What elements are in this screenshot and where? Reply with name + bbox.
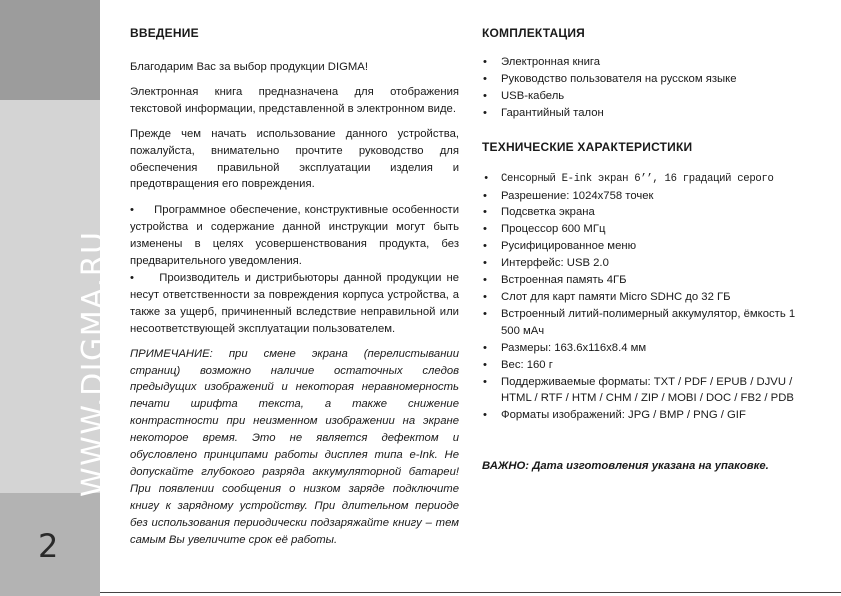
list-item: • Поддерживаемые форматы: TXT / PDF / EPUB / DJVU / HTML / RTF / HTM / CHM / ZIP / MOBI / DOC / FB2 / PDB [482,374,817,408]
list-item: • Форматы изображений: JPG / BMP / PNG / GIF [482,407,817,424]
list-item: • Встроенный литий-полимерный аккумулятор, ёмкость 1 500 мАч [482,306,817,340]
intro-title: ВВЕДЕНИЕ [130,26,199,40]
specs-list [482,171,817,425]
list-item: • USB-кабель [482,88,817,105]
specs-title: ТЕХНИЧЕСКИЕ ХАРАКТЕРИСТИКИ [482,139,693,154]
intro-paragraph: Благодарим Вас за выбор продукции DIGMA! [130,61,368,73]
kit-list [482,54,817,122]
intro-column [130,24,459,556]
sidebar [0,0,111,596]
list-item: • Слот для карт памяти Micro SDHC до 32 ГБ [482,289,817,306]
page-number: 2 [38,527,59,565]
specs-column [482,24,817,483]
intro-bullet: • Программное обеспечение, конструктивные особенности устройства и содержание данной инструкции могут быть изменены в целях усовершенствования продукта, без предварительного уведомления. [130,202,459,270]
list-item: • Русифицированное меню [482,238,817,255]
list-item: • Интерфейс: USB 2.0 [482,255,817,272]
list-item: • Размеры: 163.6x116x8.4 мм [482,340,817,357]
list-item: • Электронная книга [482,54,817,71]
intro-paragraph: Прежде чем начать использование данного устройства, пожалуйста, внимательно прочтите руководство для обеспечения правильной эксплуатации изделия и предотвращения его повреждения. [130,127,459,191]
intro-note: ПРИМЕЧАНИЕ: при смене экрана (перелистывании страниц) возможно наличие остаточных следов предыдущих изображений и некоторая неравномерность печати шрифта текста, а также снижение контрастности при неизменном изображении на экране некоторое время. Это не является дефектом и обусловлено принципами работы дисплея типа e-Ink. Не допускайте глубокого разряда аккумуляторной батареи! При появлении сообщения о низком заряде подключите книгу к зарядному устройству. При длительном периоде без использования периодически подзаряжайте книгу – тем самым Вы увеличите срок её работы. [130,347,459,546]
list-item: • Встроенная память 4ГБ [482,272,817,289]
important-note: ВАЖНО: Дата изготовления указана на упаковке. [482,460,769,473]
intro-bullet: • Производитель и дистрибьюторы данной продукции не несут ответственности за повреждения корпуса устройства, а также за ущерб, причиненный вследствие неправильной или несоответствующей эксплуатации пользователем. [130,270,459,338]
list-item: • Разрешение: 1024x758 точек [482,188,817,205]
intro-paragraph: Электронная книга предназначена для отображения текстовой информации, представленной в электронном виде. [130,85,459,115]
list-item: • Процессор 600 МГц [482,221,817,238]
sidebar-top-block [0,0,100,100]
kit-title: КОМПЛЕКТАЦИЯ [482,26,585,40]
list-item: • Вес: 160 г [482,357,817,374]
list-item: • Подсветка экрана [482,204,817,221]
list-item: • Руководство пользователя на русском языке [482,71,817,88]
page-divider [100,592,841,593]
list-item: • Гарантийный талон [482,105,817,122]
list-item: • Сенсорный E-ink экран 6’’, 16 градаций серого [482,171,817,188]
website-url: WWW.DIGMA.RU [76,230,111,497]
